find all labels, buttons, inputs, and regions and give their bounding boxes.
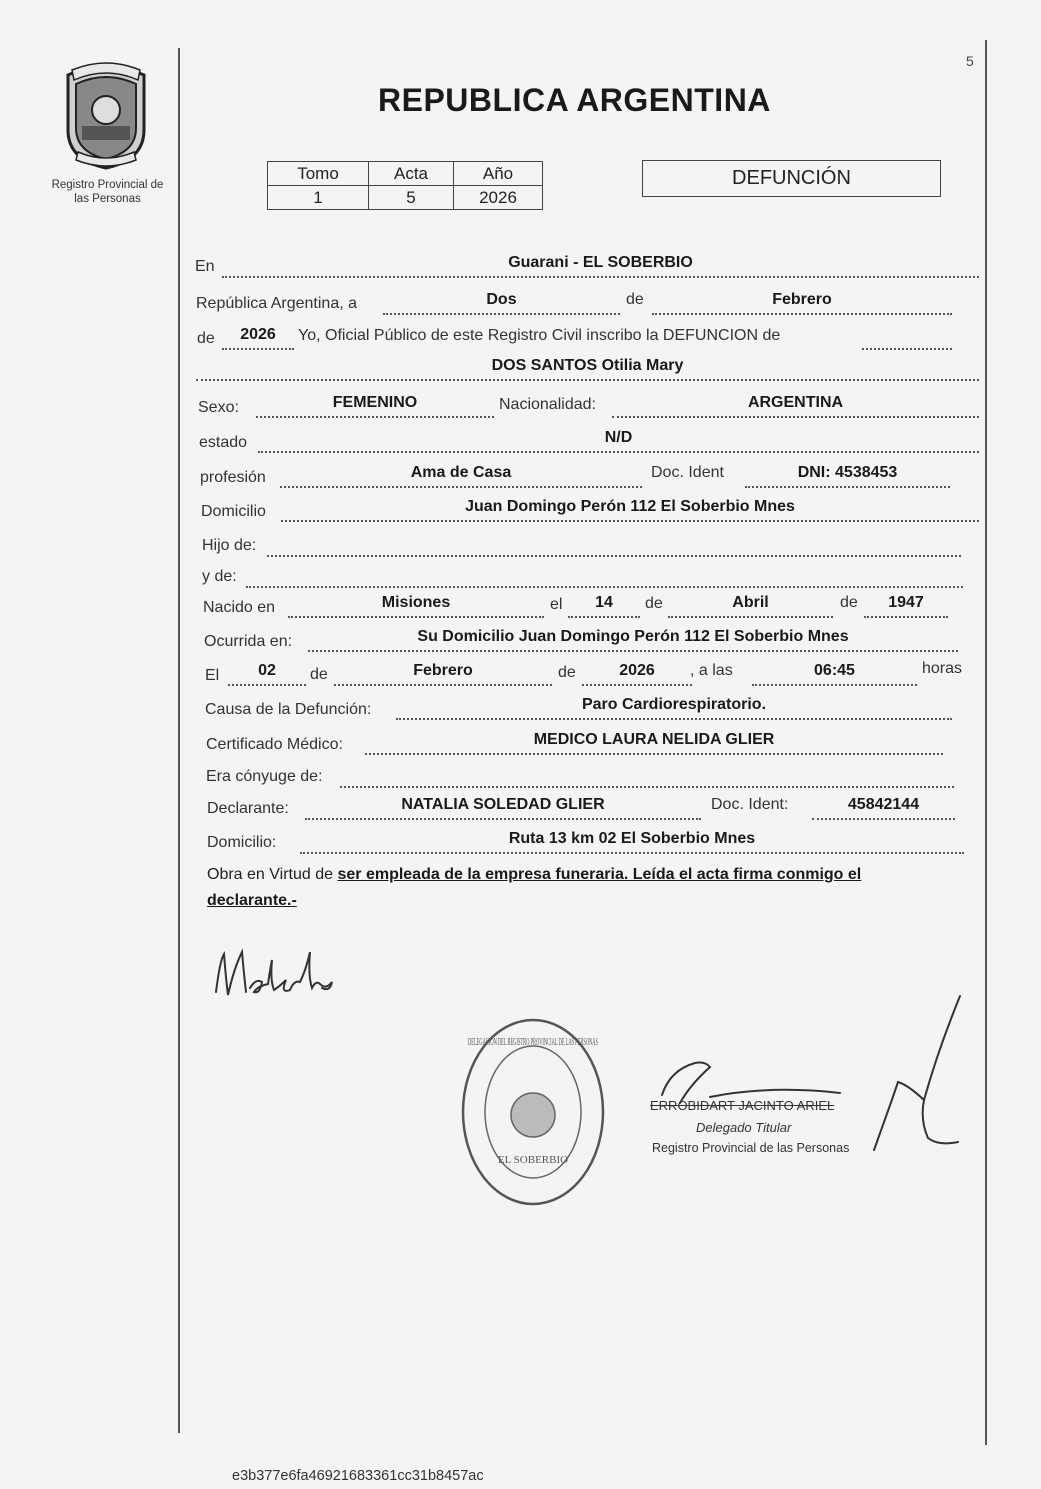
nombre-field [196,353,979,381]
yde-field [246,560,963,588]
en-field [222,250,979,278]
declarante-doc-field [812,792,955,820]
row-hijo [0,529,1041,559]
certificado-value: MEDICO LAURA NELIDA GLIER [533,731,775,748]
nacionalidad-field [612,390,979,418]
de2-label: de [197,330,215,347]
def-dia-field [228,658,306,686]
anio-value: 2026 [454,186,543,210]
domicilio2-field [300,826,964,854]
official-name: ERROBIDART JACINTO ARIEL [650,1098,835,1113]
dia-field [383,287,620,315]
domicilio-field [281,494,979,522]
row-conyuge [0,760,1041,790]
stamp-center: EL SOBERBIO [497,1154,569,1166]
row-nombre [0,353,1041,383]
act-type-box: DEFUNCIÓN [642,160,941,197]
def-hora-value: 06:45 [814,662,855,679]
en-label: En [195,258,215,275]
tomo-header: Tomo [268,162,369,186]
republica-label: República Argentina, a [196,295,357,312]
nac-anio-field [864,590,948,618]
row-anio-yo [0,322,1041,352]
el-label: el [550,596,563,613]
official-signature-flourish [868,990,968,1155]
declarante-field [305,792,701,820]
de5-label: de [310,666,328,683]
anio-value: 2026 [240,326,276,343]
declarante-doc-value: 45842144 [847,796,920,813]
row-nacido [0,590,1041,620]
nacido-field [288,590,544,618]
hijo-field [267,529,961,557]
nacido-label: Nacido en [203,599,276,616]
domicilio2-value: Ruta 13 km 02 El Soberbio Mnes [508,830,756,847]
profesion-field [280,460,642,488]
sexo-label: Sexo: [198,399,239,416]
row-profesion [0,460,1041,490]
sexo-value: FEMENINO [332,394,418,411]
causa-value: Paro Cardiorespiratorio. [581,696,767,713]
docident-field [745,460,950,488]
acta-value: 5 [369,186,454,210]
declarante-signature [210,940,350,1010]
causa-label: Causa de la Defunción: [205,701,372,718]
page-number: 5 [966,53,974,69]
logo-caption-line1: Registro Provincial de [51,179,164,191]
en-value: Guarani - EL SOBERBIO [508,254,693,271]
yo-trailing-field [862,322,952,350]
tomo-value: 1 [268,186,369,210]
tomo-acta-anio-table [267,161,543,210]
nac-dia-value: 14 [595,594,613,611]
nac-mes-field [668,590,833,618]
yde-label: y de: [202,568,237,585]
conyuge-field [340,760,954,788]
nacionalidad-label: Nacionalidad: [499,396,596,413]
ocurrida-field [308,624,958,652]
hijo-label: Hijo de: [202,537,257,554]
declarante-doc-label: Doc. Ident: [711,796,789,813]
certificado-field [365,727,943,755]
obra-paragraph [207,862,982,914]
profesion-value: Ama de Casa [410,464,512,481]
de4-label: de [840,594,858,611]
de-label: de [626,291,644,308]
domicilio2-label: Domicilio: [207,834,277,851]
estado-field [258,425,979,453]
row-domicilio [0,494,1041,524]
mes-value: Febrero [772,291,832,308]
anio-field [222,322,294,350]
estado-value: N/D [604,429,633,446]
def-hora-field [752,658,917,686]
row-domicilio-declarante [0,826,1041,856]
anio-header: Año [454,162,543,186]
row-sexo-nacionalidad [0,390,1041,420]
docident-label: Doc. Ident [651,464,724,481]
el2-label: El [205,667,220,684]
document-hash: e3b377e6fa46921683361cc31b8457ac [232,1468,484,1484]
row-ocurrida [0,624,1041,654]
nac-anio-value: 1947 [888,594,924,611]
domicilio-label: Domicilio [201,503,266,520]
conyuge-label: Era cónyuge de: [206,768,323,785]
nac-mes-value: Abril [732,594,769,611]
def-anio-field [582,658,692,686]
ocurrida-label: Ocurrida en: [204,633,293,650]
nacionalidad-value: ARGENTINA [747,394,844,411]
row-fecha-inscripcion [0,287,1041,317]
declarante-value: NATALIA SOLEDAD GLIER [401,796,605,813]
row-declarante [0,792,1041,822]
de6-label: de [558,664,576,681]
row-yde [0,560,1041,590]
registry-stamp [458,1015,608,1210]
causa-field [396,692,952,720]
domicilio-value: Juan Domingo Perón 112 El Soberbio Mnes [465,498,795,515]
obra-label: Obra en Virtud de [207,866,334,883]
obra-value-2: declarante.- [207,892,297,909]
certificado-label: Certificado Médico: [206,736,343,753]
def-anio-value: 2026 [619,662,655,679]
declarante-label: Declarante: [207,800,289,817]
row-fecha-defuncion [0,658,1041,688]
row-estado [0,425,1041,455]
de3-label: de [645,595,663,612]
row-certificado [0,727,1041,757]
mes-field [652,287,952,315]
profesion-label: profesión [200,469,266,486]
official-role: Delegado Titular [696,1120,792,1135]
page-title: REPUBLICA ARGENTINA [378,82,771,118]
row-causa [0,692,1041,722]
obra-value-1: ser empleada de la empresa funeraria. Leída el acta firma conmigo el [337,866,862,883]
alas-label: , a las [690,662,733,679]
yo-text: Yo, Oficial Público de este Registro Civil inscribo la DEFUNCION de [298,327,781,344]
acta-header: Acta [369,162,454,186]
province-seal-logo [58,60,154,172]
row-en [0,250,1041,280]
horas-label: horas [922,660,963,677]
nacido-value: Misiones [381,594,451,611]
logo-caption [30,178,185,206]
dia-value: Dos [486,291,517,308]
ocurrida-value: Su Domicilio Juan Domingo Perón 112 El Soberbio Mnes [417,628,849,645]
estado-label: estado [199,434,248,451]
def-mes-field [334,658,552,686]
nac-dia-field [568,590,640,618]
sexo-field [256,390,494,418]
logo-caption-line2: las Personas [74,193,141,205]
stamp-text: DELEGACION DEL REGISTRO PROVINCIAL DE LAS PERSONAS [468,1037,598,1048]
docident-value: DNI: 4538453 [797,464,898,481]
def-mes-value: Febrero [413,662,473,679]
nombre-value: DOS SANTOS Otilia Mary [491,357,684,374]
def-dia-value: 02 [258,662,276,679]
official-org: Registro Provincial de las Personas [652,1141,850,1155]
